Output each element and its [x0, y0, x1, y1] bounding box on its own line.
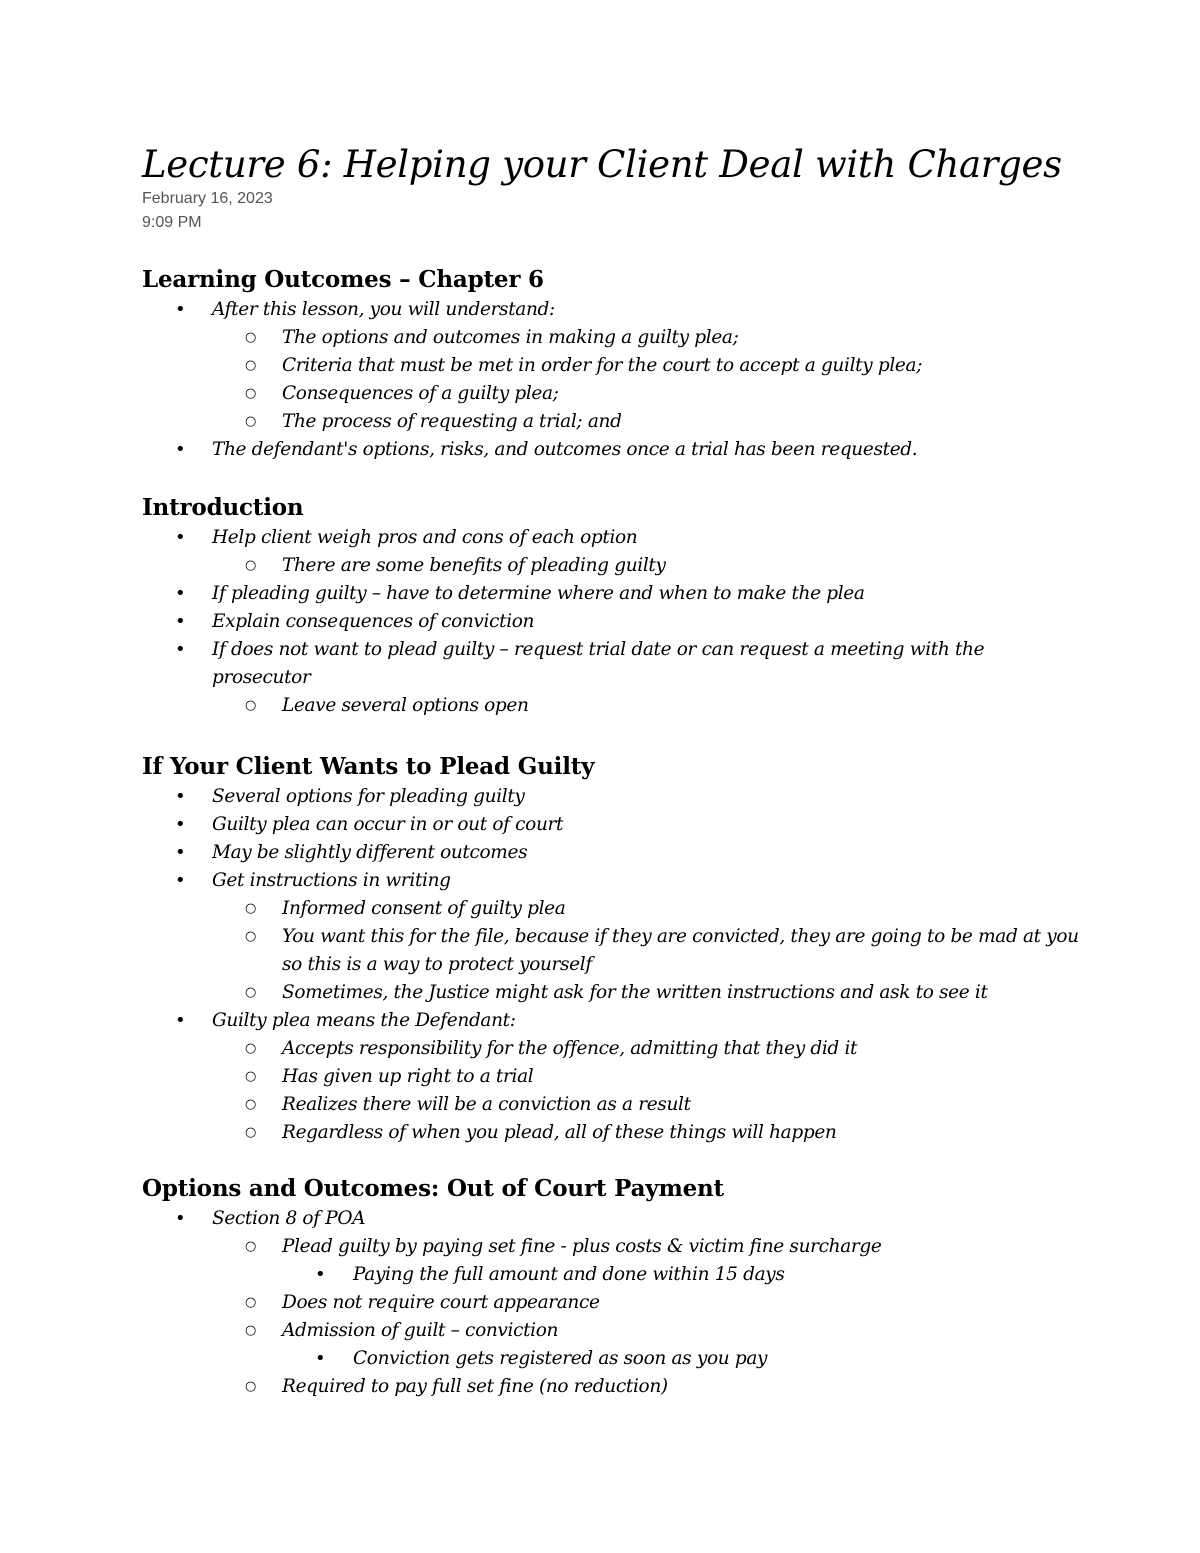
section-heading: Options and Outcomes: Out of Court Payment — [142, 1175, 724, 1202]
list-item-level-2 — [142, 1035, 1082, 1063]
list-item-text: Several options for pleading guilty — [212, 786, 525, 807]
list-item-text: Sometimes, the Justice might ask for the written instructions and ask to see it — [282, 982, 988, 1003]
list-item-text: You want this for the file, because if they are convicted, they are going to be mad at you so this is a way to protect yourself — [282, 926, 1079, 975]
hollow-circle-bullet-icon: ○ — [245, 1125, 256, 1140]
filled-bullet-icon: • — [175, 870, 186, 891]
list-item-level-1 — [142, 636, 1082, 692]
list-item-level-3 — [142, 1345, 1082, 1373]
hollow-circle-bullet-icon: ○ — [245, 901, 256, 916]
list-item-level-1 — [142, 1007, 1082, 1035]
hollow-circle-bullet-icon: ○ — [245, 1097, 256, 1112]
filled-bullet-icon: • — [175, 1208, 186, 1229]
bullet-list — [142, 1205, 1082, 1401]
section-heading: Introduction — [142, 494, 304, 521]
filled-bullet-icon: • — [175, 439, 186, 460]
filled-bullet-icon: • — [175, 786, 186, 807]
filled-bullet-icon: • — [315, 1264, 326, 1285]
hollow-circle-bullet-icon: ○ — [245, 414, 256, 429]
list-item-text: Informed consent of guilty plea — [282, 898, 566, 919]
list-item-text: Criteria that must be met in order for the court to accept a guilty plea; — [282, 355, 923, 376]
list-item-level-1 — [142, 1205, 1082, 1233]
list-item-text: Does not require court appearance — [282, 1292, 600, 1313]
list-item-level-1 — [142, 580, 1082, 608]
list-item-level-1 — [142, 867, 1082, 895]
list-item-level-2 — [142, 408, 1082, 436]
list-item-level-2 — [142, 1091, 1082, 1119]
filled-bullet-icon: • — [175, 299, 186, 320]
list-item-text: May be slightly different outcomes — [212, 842, 528, 863]
filled-bullet-icon: • — [175, 842, 186, 863]
hollow-circle-bullet-icon: ○ — [245, 558, 256, 573]
list-item-level-2 — [142, 1289, 1082, 1317]
filled-bullet-icon: • — [175, 639, 186, 660]
list-item-text: Accepts responsibility for the offence, admitting that they did it — [282, 1038, 858, 1059]
note-date: February 16, 2023 — [142, 190, 273, 207]
hollow-circle-bullet-icon: ○ — [245, 929, 256, 944]
filled-bullet-icon: • — [175, 527, 186, 548]
section-heading: Learning Outcomes – Chapter 6 — [142, 266, 544, 293]
list-item-text: Admission of guilt – conviction — [282, 1320, 559, 1341]
hollow-circle-bullet-icon: ○ — [245, 698, 256, 713]
list-item-level-2 — [142, 380, 1082, 408]
list-item-text: If does not want to plead guilty – request trial date or can request a meeting with the prosecutor — [212, 639, 985, 688]
bullet-list — [142, 296, 1082, 464]
list-item-level-2 — [142, 324, 1082, 352]
list-item-text: Guilty plea means the Defendant: — [212, 1010, 516, 1031]
section-learning-outcomes — [142, 264, 1082, 464]
list-item-level-2 — [142, 552, 1082, 580]
list-item-text: Help client weigh pros and cons of each option — [212, 527, 638, 548]
list-item-text: Has given up right to a trial — [282, 1066, 534, 1087]
list-item-level-2 — [142, 1373, 1082, 1401]
list-item-text: Explain consequences of conviction — [212, 611, 535, 632]
list-item-level-2 — [142, 1233, 1082, 1261]
hollow-circle-bullet-icon: ○ — [245, 1379, 256, 1394]
section-out-of-court-payment — [142, 1173, 1082, 1401]
list-item-text: Required to pay full set fine (no reduction) — [282, 1376, 668, 1397]
list-item-text: Guilty plea can occur in or out of court — [212, 814, 564, 835]
list-item-text: If pleading guilty – have to determine where and when to make the plea — [212, 583, 865, 604]
section-heading: If Your Client Wants to Plead Guilty — [142, 753, 595, 780]
hollow-circle-bullet-icon: ○ — [245, 386, 256, 401]
hollow-circle-bullet-icon: ○ — [245, 358, 256, 373]
list-item-text: After this lesson, you will understand: — [212, 299, 555, 320]
list-item-level-2 — [142, 352, 1082, 380]
section-plead-guilty — [142, 751, 1082, 1147]
list-item-text: There are some benefits of pleading guilty — [282, 555, 666, 576]
list-item-text: The options and outcomes in making a guilty plea; — [282, 327, 739, 348]
list-item-level-2 — [142, 1119, 1082, 1147]
list-item-level-1 — [142, 296, 1082, 324]
list-item-text: Regardless of when you plead, all of these things will happen — [282, 1122, 837, 1143]
hollow-circle-bullet-icon: ○ — [245, 1041, 256, 1056]
list-item-level-2 — [142, 923, 1082, 979]
list-item-level-1 — [142, 436, 1082, 464]
list-item-text: The process of requesting a trial; and — [282, 411, 622, 432]
hollow-circle-bullet-icon: ○ — [245, 1239, 256, 1254]
list-item-level-3 — [142, 1261, 1082, 1289]
list-item-level-1 — [142, 783, 1082, 811]
section-introduction — [142, 492, 1082, 720]
list-item-level-1 — [142, 811, 1082, 839]
list-item-level-2 — [142, 1317, 1082, 1345]
filled-bullet-icon: • — [175, 583, 186, 604]
bullet-list — [142, 783, 1082, 1147]
hollow-circle-bullet-icon: ○ — [245, 330, 256, 345]
list-item-text: Section 8 of POA — [212, 1208, 366, 1229]
filled-bullet-icon: • — [315, 1348, 326, 1369]
filled-bullet-icon: • — [175, 611, 186, 632]
list-item-text: Get instructions in writing — [212, 870, 451, 891]
bullet-list — [142, 524, 1082, 720]
hollow-circle-bullet-icon: ○ — [245, 1323, 256, 1338]
list-item-text: The defendant's options, risks, and outcomes once a trial has been requested. — [212, 439, 918, 460]
list-item-level-1 — [142, 524, 1082, 552]
list-item-text: Consequences of a guilty plea; — [282, 383, 559, 404]
list-item-level-1 — [142, 839, 1082, 867]
list-item-level-2 — [142, 895, 1082, 923]
note-time: 9:09 PM — [142, 214, 202, 231]
hollow-circle-bullet-icon: ○ — [245, 1069, 256, 1084]
list-item-text: Realizes there will be a conviction as a result — [282, 1094, 691, 1115]
list-item-text: Paying the full amount and done within 15 days — [353, 1264, 785, 1285]
list-item-text: Conviction gets registered as soon as you pay — [353, 1348, 768, 1369]
list-item-level-2 — [142, 979, 1082, 1007]
list-item-text: Plead guilty by paying set fine - plus costs & victim fine surcharge — [282, 1236, 882, 1257]
hollow-circle-bullet-icon: ○ — [245, 985, 256, 1000]
hollow-circle-bullet-icon: ○ — [245, 1295, 256, 1310]
page-title: Lecture 6: Helping your Client Deal with Charges — [142, 143, 1062, 186]
filled-bullet-icon: • — [175, 814, 186, 835]
list-item-text: Leave several options open — [282, 695, 529, 716]
list-item-level-2 — [142, 1063, 1082, 1091]
filled-bullet-icon: • — [175, 1010, 186, 1031]
list-item-level-1 — [142, 608, 1082, 636]
list-item-level-2 — [142, 692, 1082, 720]
